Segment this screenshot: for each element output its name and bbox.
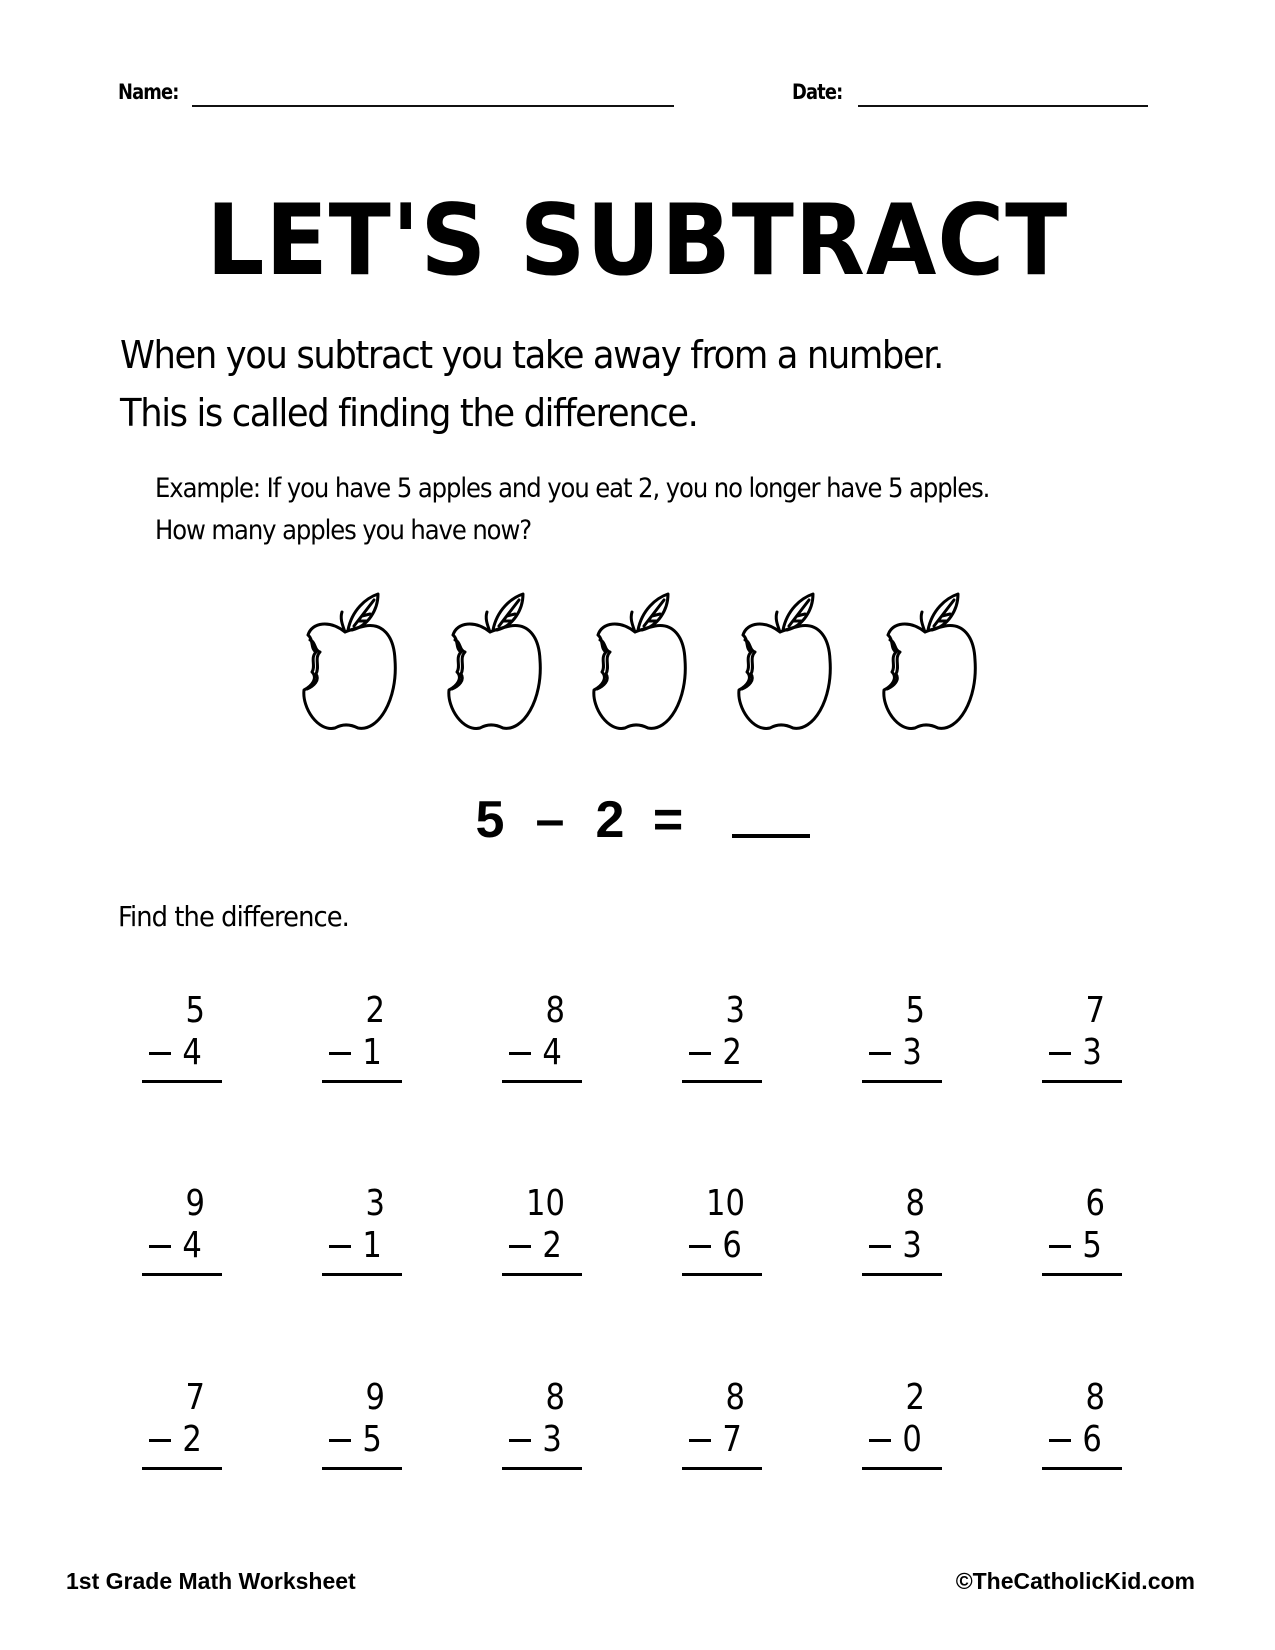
minus-icon	[869, 1052, 891, 1055]
equation-minuend: 5	[475, 791, 505, 849]
problem-subtrahend: 0	[902, 1419, 922, 1460]
problem-subtrahend-row	[140, 1225, 222, 1267]
minus-icon	[689, 1439, 711, 1442]
instruction-label: Find the difference.	[118, 900, 349, 933]
answer-line[interactable]	[142, 1080, 222, 1083]
problem-subtrahend-row	[860, 1225, 942, 1267]
minus-icon	[329, 1052, 351, 1055]
problem-card	[320, 1183, 402, 1276]
problem-card	[1040, 1183, 1122, 1276]
problem-minuend: 8	[1085, 1377, 1105, 1418]
problem-minuend: 10	[706, 1183, 745, 1224]
problem-minuend: 9	[365, 1377, 385, 1418]
problem-subtrahend: 2	[182, 1419, 202, 1460]
answer-line[interactable]	[682, 1467, 762, 1470]
bitten-apple-icon	[580, 590, 695, 735]
problem-subtrahend-row	[320, 1419, 402, 1461]
answer-line[interactable]	[682, 1080, 762, 1083]
problem-minuend: 2	[365, 990, 385, 1031]
minus-icon	[509, 1439, 531, 1442]
problem-minuend: 10	[526, 1183, 565, 1224]
intro-line-1: When you subtract you take away from a number.	[120, 333, 944, 377]
problem-card	[320, 990, 402, 1083]
problem-card	[500, 1377, 582, 1470]
problem-subtrahend: 4	[182, 1225, 202, 1266]
problem-subtrahend-row	[1040, 1032, 1122, 1074]
problem-minuend: 8	[545, 1377, 565, 1418]
equation-equals: =	[652, 791, 684, 849]
problem-subtrahend: 5	[362, 1419, 382, 1460]
problem-card	[860, 990, 942, 1083]
problem-subtrahend-row	[500, 1032, 582, 1074]
answer-line[interactable]	[682, 1273, 762, 1276]
answer-line[interactable]	[322, 1467, 402, 1470]
minus-icon	[1049, 1245, 1071, 1248]
problem-minuend: 3	[365, 1183, 385, 1224]
page-title-text: LET'S SUBTRACT	[206, 184, 1069, 298]
problem-subtrahend: 3	[1082, 1032, 1102, 1073]
minus-icon	[149, 1052, 171, 1055]
example-line-2: How many apples you have now?	[155, 515, 532, 546]
problem-minuend: 7	[1085, 990, 1105, 1031]
problem-card	[320, 1377, 402, 1470]
minus-icon	[689, 1245, 711, 1248]
apple-row	[290, 590, 1010, 740]
problem-card	[140, 990, 222, 1083]
problem-minuend: 8	[905, 1183, 925, 1224]
answer-line[interactable]	[502, 1273, 582, 1276]
problem-minuend: 3	[725, 990, 745, 1031]
equation-subtrahend: 2	[595, 791, 625, 849]
problem-subtrahend: 7	[722, 1419, 742, 1460]
problem-minuend: 5	[905, 990, 925, 1031]
equation-minus: –	[535, 791, 565, 849]
example-text	[155, 468, 1082, 552]
problem-minuend: 5	[185, 990, 205, 1031]
problem-minuend: 8	[545, 990, 565, 1031]
footer-copyright: ©TheCatholicKid.com	[955, 1568, 1195, 1594]
minus-icon	[1049, 1439, 1071, 1442]
date-field[interactable]	[858, 105, 1148, 107]
problem-subtrahend-row	[1040, 1225, 1122, 1267]
answer-line[interactable]	[322, 1080, 402, 1083]
answer-line[interactable]	[322, 1273, 402, 1276]
problem-subtrahend-row	[320, 1225, 402, 1267]
problem-card	[1040, 990, 1122, 1083]
answer-line[interactable]	[862, 1273, 942, 1276]
problem-minuend: 7	[185, 1377, 205, 1418]
equation-answer-blank[interactable]	[732, 834, 810, 838]
problem-minuend: 6	[1085, 1183, 1105, 1224]
name-label: Name:	[118, 80, 179, 104]
problem-subtrahend: 3	[902, 1032, 922, 1073]
problem-subtrahend: 3	[542, 1419, 562, 1460]
problem-subtrahend-row	[680, 1419, 762, 1461]
problem-subtrahend: 2	[542, 1225, 562, 1266]
instruction-text	[118, 900, 369, 933]
problem-subtrahend-row	[1040, 1419, 1122, 1461]
intro-text	[120, 326, 1005, 442]
footer-worksheet-label: 1st Grade Math Worksheet	[66, 1568, 356, 1594]
problem-subtrahend-row	[860, 1419, 942, 1461]
problem-card	[500, 990, 582, 1083]
minus-icon	[509, 1052, 531, 1055]
minus-icon	[329, 1439, 351, 1442]
answer-line[interactable]	[142, 1273, 222, 1276]
minus-icon	[1049, 1052, 1071, 1055]
minus-icon	[869, 1245, 891, 1248]
page-title	[0, 186, 1275, 296]
problem-subtrahend-row	[500, 1419, 582, 1461]
intro-line-2: This is called finding the difference.	[120, 391, 698, 435]
problem-subtrahend-row	[320, 1032, 402, 1074]
answer-line[interactable]	[142, 1467, 222, 1470]
minus-icon	[149, 1439, 171, 1442]
problem-card	[860, 1377, 942, 1470]
minus-icon	[509, 1245, 531, 1248]
problem-minuend: 2	[905, 1377, 925, 1418]
problem-subtrahend: 6	[1082, 1419, 1102, 1460]
problem-subtrahend: 3	[902, 1225, 922, 1266]
problem-subtrahend: 5	[1082, 1225, 1102, 1266]
problem-card	[1040, 1377, 1122, 1470]
problem-card	[140, 1183, 222, 1276]
problem-minuend: 9	[185, 1183, 205, 1224]
problem-card	[860, 1183, 942, 1276]
problem-subtrahend: 6	[722, 1225, 742, 1266]
problem-subtrahend-row	[860, 1032, 942, 1074]
problem-subtrahend: 2	[722, 1032, 742, 1073]
problem-card	[500, 1183, 582, 1276]
problem-minuend: 8	[725, 1377, 745, 1418]
problem-card	[680, 1183, 762, 1276]
bitten-apple-icon	[870, 590, 985, 735]
date-label: Date:	[792, 80, 843, 104]
answer-line[interactable]	[1042, 1080, 1122, 1083]
example-line-1: Example: If you have 5 apples and you eat 2, you no longer have 5 apples.	[155, 473, 990, 504]
answer-line[interactable]	[1042, 1273, 1122, 1276]
minus-icon	[329, 1245, 351, 1248]
bitten-apple-icon	[725, 590, 840, 735]
minus-icon	[149, 1245, 171, 1248]
problem-subtrahend-row	[500, 1225, 582, 1267]
example-equation	[470, 790, 810, 850]
problem-subtrahend-row	[680, 1032, 762, 1074]
problem-subtrahend-row	[680, 1225, 762, 1267]
problem-subtrahend: 4	[182, 1032, 202, 1073]
problem-subtrahend-row	[140, 1032, 222, 1074]
minus-icon	[869, 1439, 891, 1442]
problem-subtrahend: 4	[542, 1032, 562, 1073]
problem-card	[140, 1377, 222, 1470]
problem-subtrahend: 1	[362, 1032, 382, 1073]
bitten-apple-icon	[290, 590, 405, 735]
answer-line[interactable]	[862, 1467, 942, 1470]
problem-subtrahend: 1	[362, 1225, 382, 1266]
answer-line[interactable]	[1042, 1467, 1122, 1470]
answer-line[interactable]	[502, 1467, 582, 1470]
minus-icon	[689, 1052, 711, 1055]
answer-line[interactable]	[862, 1080, 942, 1083]
problem-subtrahend-row	[140, 1419, 222, 1461]
answer-line[interactable]	[502, 1080, 582, 1083]
name-field[interactable]	[192, 105, 674, 107]
problem-card	[680, 990, 762, 1083]
bitten-apple-icon	[435, 590, 550, 735]
problem-card	[680, 1377, 762, 1470]
